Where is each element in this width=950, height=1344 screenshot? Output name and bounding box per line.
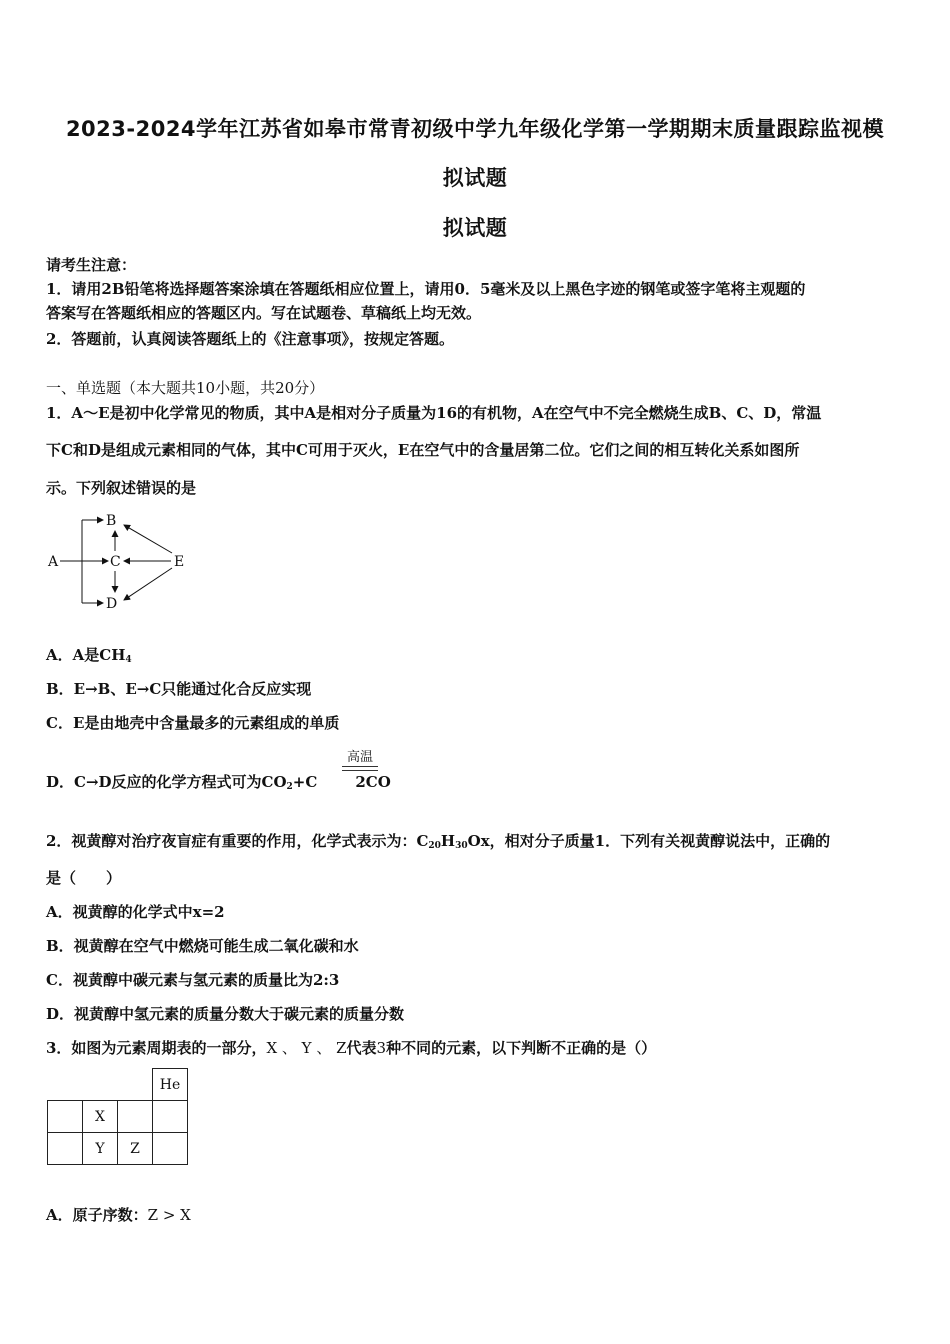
q1-option-a-sub: 4 (125, 655, 132, 665)
q1-option-d[interactable] (46, 771, 391, 792)
periodic-table-fragment (47, 1068, 188, 1165)
q3-option-a-value: Z > X (147, 1206, 191, 1224)
q1-option-b[interactable]: B．E→B、E→C只能通过化合反应实现 (46, 680, 312, 698)
q2-line1-sub1: 20 (428, 841, 441, 851)
q1-option-d-text: D．C→D反应的化学方程式可为CO (46, 773, 287, 791)
q3-option-a[interactable] (46, 1204, 191, 1225)
diagram-node-b: B (106, 513, 117, 529)
q1-option-c[interactable]: C．E是由地壳中含量最多的元素组成的单质 (46, 714, 340, 732)
q1-option-d-sub: 2 (286, 782, 293, 792)
q1-option-a[interactable] (46, 644, 132, 665)
notice-item1-b: 答案写在答题纸相应的答题区内。写在试题卷、草稿纸上均无效。 (46, 304, 482, 322)
diagram-node-e: E (174, 554, 185, 570)
q3-line1 (46, 1037, 656, 1058)
q3-line1-vars: X 、 Y 、 Z (266, 1039, 347, 1057)
q2-option-c[interactable]: C．视黄醇中碳元素与氢元素的质量比为2:3 (46, 971, 340, 989)
q2-option-a[interactable]: A．视黄醇的化学式中x=2 (46, 903, 225, 921)
notice-heading: 请考生注意： (46, 256, 137, 274)
diagram-node-d: D (106, 596, 118, 612)
q2-line1-sub2: 30 (455, 841, 468, 851)
diagram-node-c: C (110, 554, 121, 570)
q1-option-d-mid: +C (292, 773, 318, 791)
diagram-node-a: A (48, 554, 59, 570)
exam-title-line2: 拟试题 (442, 166, 508, 190)
pt-cell-x: X (83, 1101, 118, 1133)
q2-line1-a: 2．视黄醇对治疗夜盲症有重要的作用，化学式表示为：C (46, 832, 429, 850)
q3-option-a-text: A．原子序数： (46, 1206, 148, 1224)
q3-line1-a: 3．如图为元素周期表的一部分， (46, 1039, 267, 1057)
q1-line3: 示。下列叙述错误的是 (46, 479, 197, 497)
q1-option-a-text: A．A是CH (46, 646, 126, 664)
q1-line2: 下C和D是组成元素相同的气体，其中C可用于灭火，E在空气中的含量居第二位。它们之间的相互转化关系如图所 (46, 441, 800, 459)
notice-item2: 2．答题前，认真阅读答题纸上的《注意事项》，按规定答题。 (46, 330, 454, 348)
pt-cell-y: Y (83, 1133, 118, 1165)
exam-title-line3: 拟试题 (442, 216, 508, 240)
q2-line2: 是（ ） (46, 869, 122, 887)
pt-cell-z: Z (118, 1133, 153, 1165)
q1-line1: 1．A～E是初中化学常见的物质，其中A是相对分子质量为16的有机物，A在空气中不完全燃烧生成B、C、D，常温 (46, 404, 822, 422)
notice-item1-a: 1．请用2B铅笔将选择题答案涂填在答题纸相应位置上，请用0．5毫米及以上黑色字迹的钢笔或签字笔将主观题的 (46, 280, 806, 298)
q3-line1-b: 代表 (346, 1039, 377, 1057)
q2-line1-c: Ox，相对分子质量1．下列有关视黄醇说法中，正确的 (467, 832, 831, 850)
exam-title-line1: 2023-2024学年江苏省如皋市常青初级中学九年级化学第一学期期末质量跟踪监视模 (65, 117, 885, 141)
q3-line1-num: 3 (376, 1039, 387, 1057)
pt-cell-he: He (153, 1069, 188, 1101)
q2-line1 (46, 830, 830, 851)
reaction-condition: 高温 (346, 750, 373, 765)
q2-option-b[interactable]: B．视黄醇在空气中燃烧可能生成二氧化碳和水 (46, 937, 359, 955)
q1-option-d-product: 2CO (355, 773, 391, 791)
section1-heading: 一、单选题（本大题共10小题，共20分） (46, 379, 325, 397)
q3-line1-c: 种不同的元素，以下判断不正确的是（） (386, 1039, 657, 1057)
q1-relationship-diagram (44, 508, 204, 614)
q2-line1-b: H (440, 832, 456, 850)
q2-option-d[interactable]: D．视黄醇中氢元素的质量分数大于碳元素的质量分数 (46, 1005, 405, 1023)
